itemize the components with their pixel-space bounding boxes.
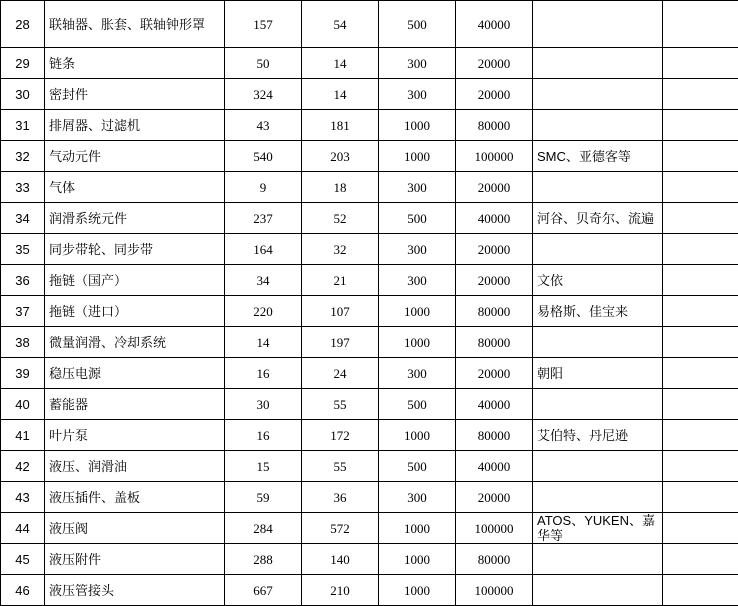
cell-value-a: 324	[225, 79, 302, 110]
cell-value-a: 15	[225, 451, 302, 482]
cell-value-b: 210	[302, 575, 379, 606]
table-row	[1, 110, 738, 141]
cell-value-a: 59	[225, 482, 302, 513]
cell-value-b: 32	[302, 234, 379, 265]
cell-name: 叶片泵	[45, 420, 225, 451]
cell-name: 密封件	[45, 79, 225, 110]
cell-value-d: 80000	[456, 296, 533, 327]
cell-extra	[663, 420, 738, 451]
cell-value-d: 20000	[456, 79, 533, 110]
cell-value-a: 34	[225, 265, 302, 296]
cell-value-b: 203	[302, 141, 379, 172]
cell-value-b: 172	[302, 420, 379, 451]
cell-extra	[663, 513, 738, 544]
cell-value-c: 500	[379, 451, 456, 482]
cell-name: 液压管接头	[45, 575, 225, 606]
cell-note: SMC、亚德客等	[533, 141, 663, 172]
cell-index: 32	[1, 141, 45, 172]
table-row	[1, 203, 738, 234]
cell-value-b: 197	[302, 327, 379, 358]
table-row	[1, 482, 738, 513]
cell-index: 36	[1, 265, 45, 296]
cell-value-d: 40000	[456, 451, 533, 482]
cell-value-c: 300	[379, 234, 456, 265]
cell-note: 易格斯、佳宝来	[533, 296, 663, 327]
cell-name: 拖链（进口）	[45, 296, 225, 327]
cell-extra	[663, 389, 738, 420]
cell-value-c: 1000	[379, 420, 456, 451]
cell-note	[533, 482, 663, 513]
cell-index: 30	[1, 79, 45, 110]
cell-value-c: 1000	[379, 327, 456, 358]
cell-value-b: 14	[302, 79, 379, 110]
cell-note	[533, 1, 663, 48]
table-row	[1, 389, 738, 420]
cell-value-c: 1000	[379, 544, 456, 575]
cell-index: 43	[1, 482, 45, 513]
cell-value-c: 500	[379, 1, 456, 48]
table-row	[1, 79, 738, 110]
cell-value-d: 100000	[456, 513, 533, 544]
cell-extra	[663, 203, 738, 234]
cell-value-c: 300	[379, 482, 456, 513]
cell-index: 44	[1, 513, 45, 544]
table-row	[1, 265, 738, 296]
cell-index: 33	[1, 172, 45, 203]
cell-value-a: 30	[225, 389, 302, 420]
cell-value-b: 181	[302, 110, 379, 141]
cell-value-a: 16	[225, 420, 302, 451]
cell-index: 39	[1, 358, 45, 389]
cell-name: 液压、润滑油	[45, 451, 225, 482]
cell-extra	[663, 172, 738, 203]
cell-value-a: 43	[225, 110, 302, 141]
cell-value-a: 220	[225, 296, 302, 327]
table-row	[1, 327, 738, 358]
cell-extra	[663, 265, 738, 296]
table-row	[1, 234, 738, 265]
cell-value-b: 36	[302, 482, 379, 513]
cell-value-d: 20000	[456, 172, 533, 203]
cell-index: 46	[1, 575, 45, 606]
cell-note: 艾伯特、丹尼逊	[533, 420, 663, 451]
cell-value-a: 157	[225, 1, 302, 48]
table-row	[1, 141, 738, 172]
cell-extra	[663, 296, 738, 327]
cell-value-a: 237	[225, 203, 302, 234]
table-row	[1, 172, 738, 203]
cell-value-d: 20000	[456, 48, 533, 79]
cell-note	[533, 451, 663, 482]
cell-value-d: 20000	[456, 358, 533, 389]
cell-value-d: 40000	[456, 389, 533, 420]
table-row	[1, 575, 738, 606]
cell-value-d: 80000	[456, 420, 533, 451]
cell-value-b: 107	[302, 296, 379, 327]
cell-value-b: 14	[302, 48, 379, 79]
cell-value-c: 1000	[379, 575, 456, 606]
cell-index: 41	[1, 420, 45, 451]
cell-value-c: 1000	[379, 110, 456, 141]
cell-note	[533, 172, 663, 203]
cell-value-c: 300	[379, 79, 456, 110]
cell-index: 29	[1, 48, 45, 79]
table-row	[1, 420, 738, 451]
cell-extra	[663, 482, 738, 513]
cell-value-c: 1000	[379, 513, 456, 544]
cell-value-d: 80000	[456, 544, 533, 575]
cell-extra	[663, 48, 738, 79]
cell-name: 液压插件、盖板	[45, 482, 225, 513]
cell-extra	[663, 234, 738, 265]
cell-value-c: 1000	[379, 141, 456, 172]
cell-name: 气体	[45, 172, 225, 203]
cell-value-d: 80000	[456, 110, 533, 141]
cell-name: 拖链（国产）	[45, 265, 225, 296]
table-row	[1, 48, 738, 79]
cell-value-c: 300	[379, 48, 456, 79]
cell-value-c: 300	[379, 265, 456, 296]
cell-value-a: 288	[225, 544, 302, 575]
cell-index: 40	[1, 389, 45, 420]
cell-value-c: 1000	[379, 296, 456, 327]
table-body	[1, 1, 738, 606]
cell-note	[533, 544, 663, 575]
cell-note: 河谷、贝奇尔、流遍	[533, 203, 663, 234]
cell-index: 38	[1, 327, 45, 358]
cell-name: 润滑系统元件	[45, 203, 225, 234]
cell-note	[533, 389, 663, 420]
cell-extra	[663, 544, 738, 575]
table-row	[1, 296, 738, 327]
cell-value-a: 667	[225, 575, 302, 606]
cell-note	[533, 234, 663, 265]
cell-extra	[663, 358, 738, 389]
cell-value-d: 100000	[456, 141, 533, 172]
cell-value-a: 164	[225, 234, 302, 265]
cell-value-b: 18	[302, 172, 379, 203]
cell-index: 28	[1, 1, 45, 48]
cell-value-c: 500	[379, 203, 456, 234]
cell-note	[533, 575, 663, 606]
cell-value-b: 55	[302, 451, 379, 482]
cell-value-b: 572	[302, 513, 379, 544]
cell-value-b: 24	[302, 358, 379, 389]
cell-name: 蓄能器	[45, 389, 225, 420]
cell-value-a: 14	[225, 327, 302, 358]
cell-value-c: 300	[379, 172, 456, 203]
cell-value-a: 9	[225, 172, 302, 203]
cell-name: 液压阀	[45, 513, 225, 544]
table-row	[1, 451, 738, 482]
cell-value-c: 300	[379, 358, 456, 389]
cell-index: 37	[1, 296, 45, 327]
cell-value-b: 55	[302, 389, 379, 420]
cell-value-d: 100000	[456, 575, 533, 606]
cell-value-b: 52	[302, 203, 379, 234]
cell-value-b: 21	[302, 265, 379, 296]
table-row	[1, 1, 738, 48]
cell-note	[533, 79, 663, 110]
cell-value-d: 20000	[456, 482, 533, 513]
cell-index: 31	[1, 110, 45, 141]
cell-note: 文依	[533, 265, 663, 296]
table-row	[1, 544, 738, 575]
cell-note: ATOS、YUKEN、嘉华等	[533, 513, 663, 544]
cell-value-b: 140	[302, 544, 379, 575]
cell-extra	[663, 141, 738, 172]
cell-note	[533, 48, 663, 79]
cell-index: 35	[1, 234, 45, 265]
cell-value-a: 16	[225, 358, 302, 389]
cell-value-d: 20000	[456, 234, 533, 265]
cell-value-d: 40000	[456, 203, 533, 234]
cell-note	[533, 110, 663, 141]
cell-extra	[663, 110, 738, 141]
cell-extra	[663, 327, 738, 358]
cell-value-a: 540	[225, 141, 302, 172]
cell-name: 液压附件	[45, 544, 225, 575]
cell-note: 朝阳	[533, 358, 663, 389]
cell-index: 45	[1, 544, 45, 575]
cell-value-d: 40000	[456, 1, 533, 48]
cell-value-d: 20000	[456, 265, 533, 296]
cell-note	[533, 327, 663, 358]
cell-name: 气动元件	[45, 141, 225, 172]
cell-name: 微量润滑、冷却系统	[45, 327, 225, 358]
cell-value-b: 54	[302, 1, 379, 48]
cell-name: 同步带轮、同步带	[45, 234, 225, 265]
cell-index: 34	[1, 203, 45, 234]
table-row	[1, 358, 738, 389]
cell-value-a: 50	[225, 48, 302, 79]
cell-name: 联轴器、胀套、联轴钟形罩	[45, 1, 225, 48]
cell-extra	[663, 79, 738, 110]
cell-extra	[663, 575, 738, 606]
cell-extra	[663, 451, 738, 482]
cell-name: 稳压电源	[45, 358, 225, 389]
table-row	[1, 513, 738, 544]
cell-name: 链条	[45, 48, 225, 79]
cell-name: 排屑器、过滤机	[45, 110, 225, 141]
cell-value-d: 80000	[456, 327, 533, 358]
cell-extra	[663, 1, 738, 48]
cell-index: 42	[1, 451, 45, 482]
cell-value-c: 500	[379, 389, 456, 420]
cell-value-a: 284	[225, 513, 302, 544]
